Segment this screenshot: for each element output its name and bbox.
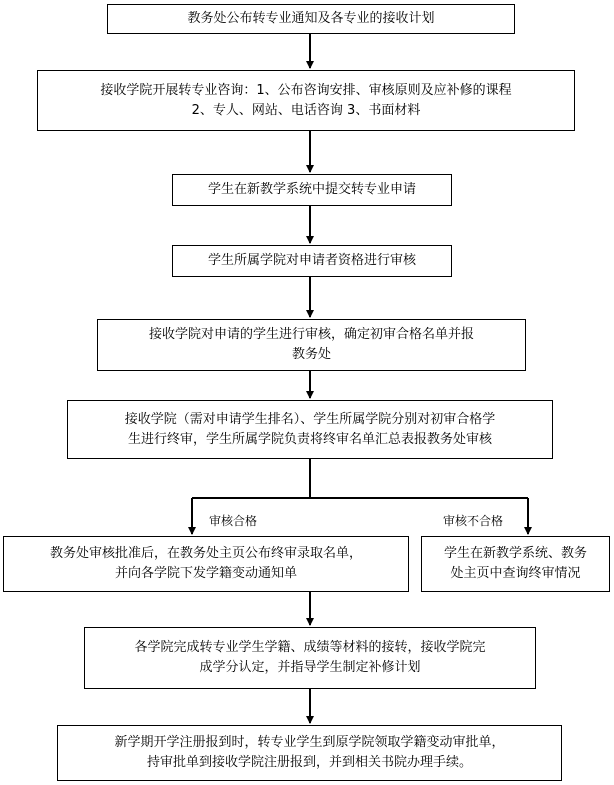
step-text-line-2: 成学分认定，并指导学生制定补修计划	[199, 660, 421, 675]
branch-label-pass: 审核合格	[209, 514, 258, 528]
step-text-line-1: 接收学院对申请的学生进行审核，确定初审合格名单并报	[148, 327, 474, 342]
step-text-line-2: 生进行终审，学生所属学院负责将终审名单汇总表报教务处审核	[127, 431, 492, 447]
step-text-line-2: 2、专人、网站、电话咨询 3、书面材料	[191, 102, 421, 118]
step-text-line-2: 处主页中查询终审情况	[450, 566, 581, 581]
step-text-line-1: 学生在新教学系统、教务	[443, 546, 587, 561]
step-consultation	[37, 70, 575, 131]
step-home-college-review	[172, 245, 452, 277]
step-text-line-1: 接收学院（需对申请学生排名）、学生所属学院分别对初审合格学	[124, 411, 496, 427]
step-final-review	[67, 400, 553, 459]
step-transfer-records	[84, 627, 536, 689]
step-text-line-1: 各学院完成转专业学生学籍、成绩等材料的接转，接收学院完	[134, 640, 486, 655]
step-text-line-1: 学生所属学院对申请者资格进行审核	[207, 253, 416, 268]
step-preliminary-review	[97, 319, 526, 371]
step-text-line-1: 学生在新教学系统中提交转专业申请	[207, 182, 416, 197]
step-publish-notice	[107, 4, 515, 34]
step-text-line-1: 教务处公布转专业通知及各专业的接收计划	[187, 11, 435, 26]
step-text-line-2: 教务处	[291, 347, 331, 362]
branch-label-fail: 审核不合格	[443, 514, 504, 528]
step-text-line-1: 新学期开学注册报到时，转专业学生到原学院领取学籍变动审批单，	[114, 735, 505, 750]
step-text-line-2: 并向各学院下发学籍变动通知单	[114, 566, 297, 581]
step-approve-publish	[3, 536, 409, 592]
step-text-line-1: 教务处审核批准后，在教务处主页公布终审录取名单，	[49, 546, 362, 561]
step-query-result	[421, 536, 610, 592]
step-registration	[57, 725, 562, 781]
step-submit-application	[172, 174, 452, 206]
step-text-line-1: 接收学院开展转专业咨询：1、公布咨询安排、审核原则及应补修的课程	[100, 82, 512, 98]
step-text-line-2: 持审批单到接收学院注册报到，并到相关书院办理手续。	[146, 755, 472, 770]
